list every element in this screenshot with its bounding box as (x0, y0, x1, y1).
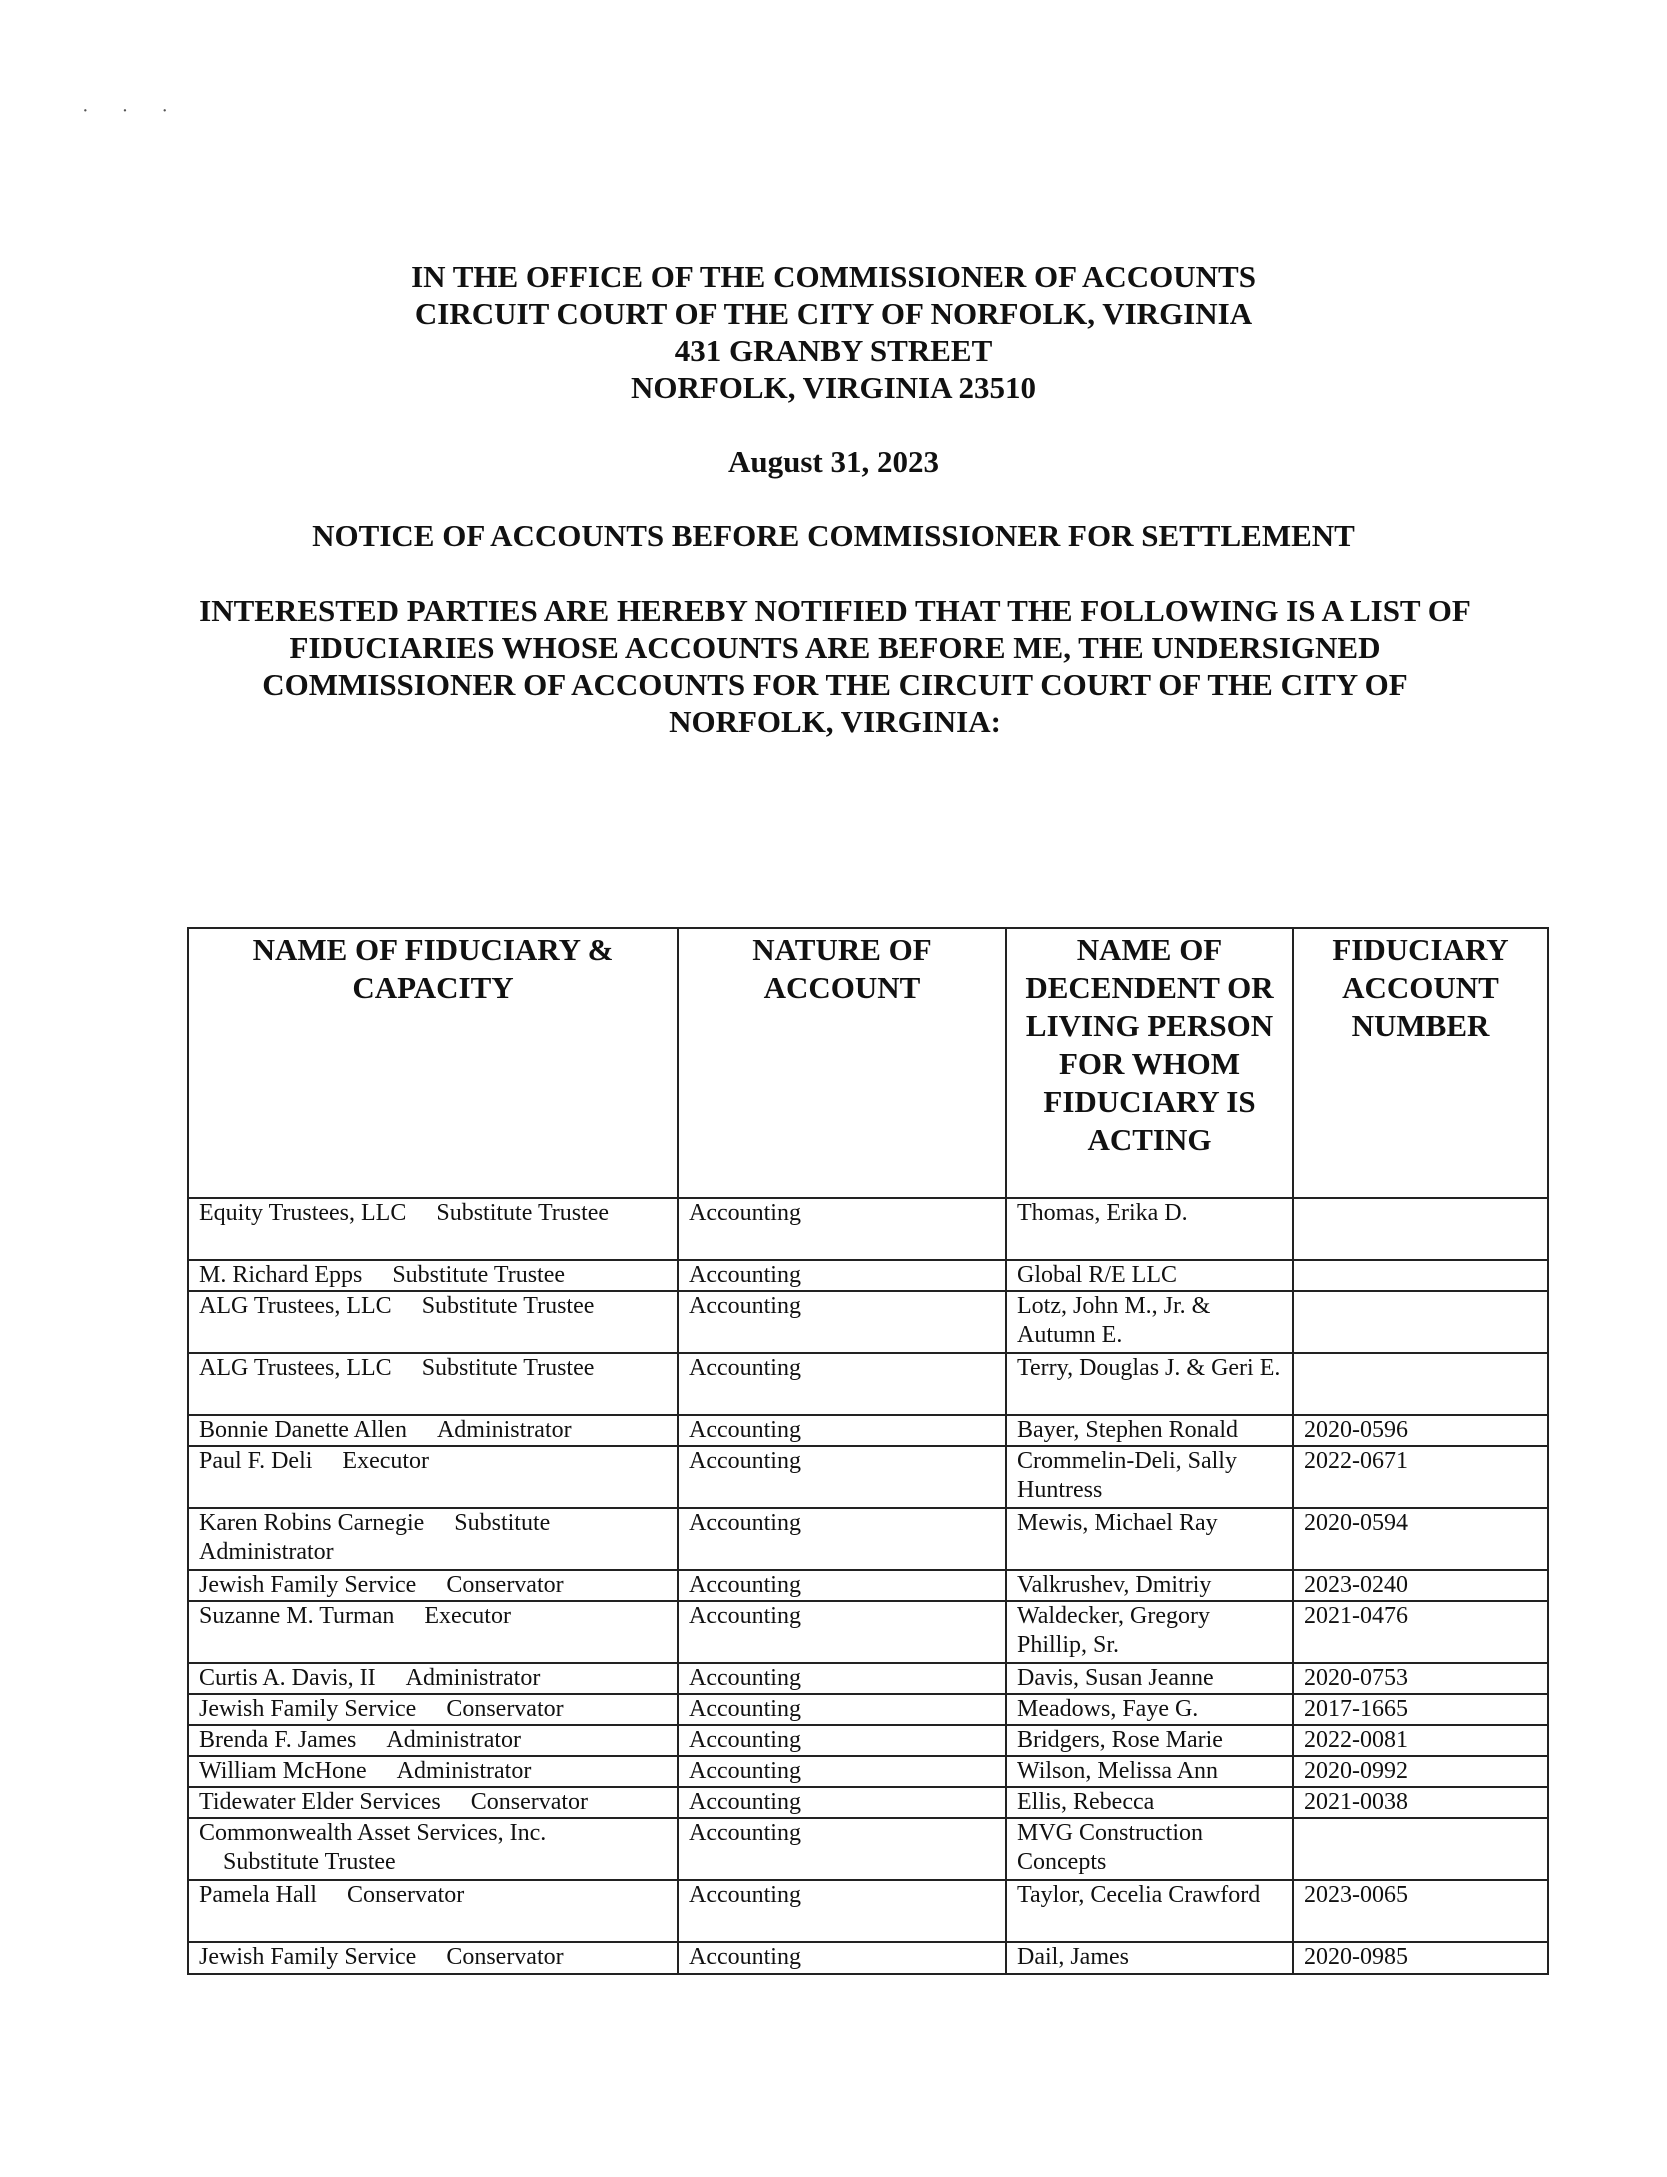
table-row (188, 1508, 1548, 1570)
fiduciary-name: Equity Trustees, LLC (199, 1200, 407, 1226)
column-header-account-number: FIDUCIARY ACCOUNT NUMBER (1293, 928, 1548, 1198)
person-cell: Terry, Douglas J. & Geri E. (1006, 1353, 1293, 1415)
fiduciary-accounts-table (187, 927, 1549, 1975)
notice-title: NOTICE OF ACCOUNTS BEFORE COMMISSIONER FOR SETTLEMENT (312, 518, 1355, 553)
account-number-cell: 2020-0753 (1293, 1663, 1548, 1694)
fiduciary-cell (188, 1942, 678, 1974)
nature-of-account-cell: Accounting (678, 1570, 1006, 1601)
nature-of-account-cell: Accounting (678, 1601, 1006, 1663)
fiduciary-name: M. Richard Epps (199, 1262, 363, 1288)
nature-of-account-cell: Accounting (678, 1291, 1006, 1353)
intro-paragraph: INTERESTED PARTIES ARE HEREBY NOTIFIED THAT THE FOLLOWING IS A LIST OF FIDUCIARIES WHOSE ACCOUNTS ARE BEFORE ME, THE UNDERSIGNED COMMISSIONER OF ACCOUNTS FOR THE CIRCUIT COURT OF THE CITY OF NORFOLK, VIRGINIA: (199, 593, 1471, 739)
fiduciary-capacity: Administrator (405, 1665, 541, 1691)
account-number-cell (1293, 1353, 1548, 1415)
person-cell: Meadows, Faye G. (1006, 1694, 1293, 1725)
account-number-cell: 2021-0476 (1293, 1601, 1548, 1663)
table-row (188, 1570, 1548, 1601)
account-number-cell (1293, 1291, 1548, 1353)
fiduciary-capacity: Administrator (396, 1758, 532, 1784)
fiduciary-capacity: Executor (342, 1448, 430, 1474)
fiduciary-name: Jewish Family Service (199, 1572, 417, 1598)
fiduciary-cell (188, 1446, 678, 1508)
fiduciary-cell (188, 1198, 678, 1260)
fiduciary-name: Curtis A. Davis, II (199, 1665, 376, 1691)
fiduciary-cell (188, 1694, 678, 1725)
column-header-nature: NATURE OF ACCOUNT (678, 928, 1006, 1198)
nature-of-account-cell: Accounting (678, 1694, 1006, 1725)
fiduciary-capacity: Administrator (436, 1417, 572, 1443)
fiduciary-cell (188, 1787, 678, 1818)
fiduciary-name: Bonnie Danette Allen (199, 1417, 407, 1443)
person-cell: Dail, James (1006, 1942, 1293, 1974)
account-number-cell (1293, 1260, 1548, 1291)
table-row (188, 1601, 1548, 1663)
fiduciary-capacity: Substitute Administrator (199, 1510, 551, 1565)
account-number-cell: 2020-0992 (1293, 1756, 1548, 1787)
document-header (0, 258, 1667, 406)
nature-of-account-cell: Accounting (678, 1198, 1006, 1260)
fiduciary-cell (188, 1601, 678, 1663)
column-header-fiduciary: NAME OF FIDUCIARY & CAPACITY (188, 928, 678, 1198)
notice-date: August 31, 2023 (727, 444, 939, 479)
fiduciary-cell (188, 1818, 678, 1880)
person-cell: Valkrushev, Dmitriy (1006, 1570, 1293, 1601)
table-row (188, 1291, 1548, 1353)
fiduciary-cell (188, 1415, 678, 1446)
fiduciary-capacity: Executor (424, 1603, 511, 1629)
fiduciary-name: Pamela Hall (199, 1882, 317, 1908)
fiduciary-capacity: Substitute Trustee (223, 1849, 396, 1875)
table-row (188, 1446, 1548, 1508)
account-number-cell: 2017-1665 (1293, 1694, 1548, 1725)
table-row (188, 1353, 1548, 1415)
header-office-line: IN THE OFFICE OF THE COMMISSIONER OF ACCOUNTS (411, 259, 1256, 294)
nature-of-account-cell: Accounting (678, 1942, 1006, 1974)
fiduciary-capacity: Conservator (346, 1882, 465, 1908)
person-cell: MVG Construction Concepts (1006, 1818, 1293, 1880)
header-court-line: CIRCUIT COURT OF THE CITY OF NORFOLK, VIRGINIA (414, 296, 1253, 331)
account-number-cell (1293, 1198, 1548, 1260)
table-row (188, 1942, 1548, 1974)
fiduciary-name: Karen Robins Carnegie (199, 1510, 425, 1536)
nature-of-account-cell: Accounting (678, 1508, 1006, 1570)
fiduciary-capacity: Administrator (386, 1727, 522, 1753)
person-cell: Taylor, Cecelia Crawford (1006, 1880, 1293, 1942)
fiduciary-name: Jewish Family Service (199, 1696, 417, 1722)
fiduciary-capacity: Conservator (446, 1944, 564, 1970)
fiduciary-name: ALG Trustees, LLC (199, 1355, 392, 1381)
fiduciary-name: ALG Trustees, LLC (199, 1293, 392, 1319)
table-row (188, 1694, 1548, 1725)
nature-of-account-cell: Accounting (678, 1787, 1006, 1818)
account-number-cell: 2021-0038 (1293, 1787, 1548, 1818)
nature-of-account-cell: Accounting (678, 1880, 1006, 1942)
nature-of-account-cell: Accounting (678, 1663, 1006, 1694)
person-cell: Wilson, Melissa Ann (1006, 1756, 1293, 1787)
fiduciary-name: Suzanne M. Turman (199, 1603, 395, 1629)
table-row (188, 1787, 1548, 1818)
table-row (188, 1415, 1548, 1446)
person-cell: Waldecker, Gregory Phillip, Sr. (1006, 1601, 1293, 1663)
fiduciary-cell (188, 1353, 678, 1415)
header-street-line: 431 GRANBY STREET (674, 333, 993, 368)
fiduciary-cell (188, 1570, 678, 1601)
fiduciary-capacity: Conservator (470, 1789, 589, 1815)
person-cell: Davis, Susan Jeanne (1006, 1663, 1293, 1694)
table-row (188, 1663, 1548, 1694)
account-number-cell: 2020-0985 (1293, 1942, 1548, 1974)
account-number-cell: 2023-0065 (1293, 1880, 1548, 1942)
fiduciary-cell (188, 1663, 678, 1694)
account-number-cell: 2020-0594 (1293, 1508, 1548, 1570)
fiduciary-name: Brenda F. James (199, 1727, 357, 1753)
person-cell: Ellis, Rebecca (1006, 1787, 1293, 1818)
fiduciary-capacity: Substitute Trustee (421, 1355, 595, 1381)
fiduciary-cell (188, 1260, 678, 1291)
fiduciary-cell (188, 1756, 678, 1787)
person-cell: Global R/E LLC (1006, 1260, 1293, 1291)
table-row (188, 1198, 1548, 1260)
fiduciary-capacity: Conservator (446, 1696, 564, 1722)
fiduciary-capacity: Conservator (446, 1572, 564, 1598)
person-cell: Thomas, Erika D. (1006, 1198, 1293, 1260)
person-cell: Bayer, Stephen Ronald (1006, 1415, 1293, 1446)
fiduciary-cell (188, 1725, 678, 1756)
nature-of-account-cell: Accounting (678, 1818, 1006, 1880)
fiduciary-name: Jewish Family Service (199, 1944, 417, 1970)
person-cell: Lotz, John M., Jr. & Autumn E. (1006, 1291, 1293, 1353)
person-cell: Bridgers, Rose Marie (1006, 1725, 1293, 1756)
table-body (188, 1198, 1548, 1974)
table-row (188, 1725, 1548, 1756)
table-row (188, 1880, 1548, 1942)
fiduciary-capacity: Substitute Trustee (421, 1293, 595, 1319)
fiduciary-cell (188, 1880, 678, 1942)
nature-of-account-cell: Accounting (678, 1725, 1006, 1756)
account-number-cell (1293, 1818, 1548, 1880)
table-row (188, 1756, 1548, 1787)
account-number-cell: 2022-0671 (1293, 1446, 1548, 1508)
fiduciary-name: Commonwealth Asset Services, Inc. (199, 1820, 547, 1846)
fiduciary-capacity: Substitute Trustee (392, 1262, 566, 1288)
account-number-cell: 2020-0596 (1293, 1415, 1548, 1446)
fiduciary-name: Tidewater Elder Services (199, 1789, 441, 1815)
person-cell: Mewis, Michael Ray (1006, 1508, 1293, 1570)
column-header-person: NAME OF DECENDENT OR LIVING PERSON FOR WHOM FIDUCIARY IS ACTING (1006, 928, 1293, 1198)
table-row (188, 1260, 1548, 1291)
fiduciary-name: Paul F. Deli (199, 1448, 313, 1474)
header-city-line: NORFOLK, VIRGINIA 23510 (630, 370, 1037, 405)
nature-of-account-cell: Accounting (678, 1353, 1006, 1415)
account-number-cell: 2023-0240 (1293, 1570, 1548, 1601)
table-row (188, 1818, 1548, 1880)
nature-of-account-cell: Accounting (678, 1756, 1006, 1787)
nature-of-account-cell: Accounting (678, 1446, 1006, 1508)
nature-of-account-cell: Accounting (678, 1260, 1006, 1291)
fiduciary-name: William McHone (199, 1758, 367, 1784)
table-header-row (188, 928, 1548, 1198)
fiduciary-capacity: Substitute Trustee (436, 1200, 610, 1226)
fiduciary-cell (188, 1291, 678, 1353)
scan-artifact-mark: · · · (82, 100, 182, 122)
account-number-cell: 2022-0081 (1293, 1725, 1548, 1756)
fiduciary-cell (188, 1508, 678, 1570)
nature-of-account-cell: Accounting (678, 1415, 1006, 1446)
person-cell: Crommelin-Deli, Sally Huntress (1006, 1446, 1293, 1508)
